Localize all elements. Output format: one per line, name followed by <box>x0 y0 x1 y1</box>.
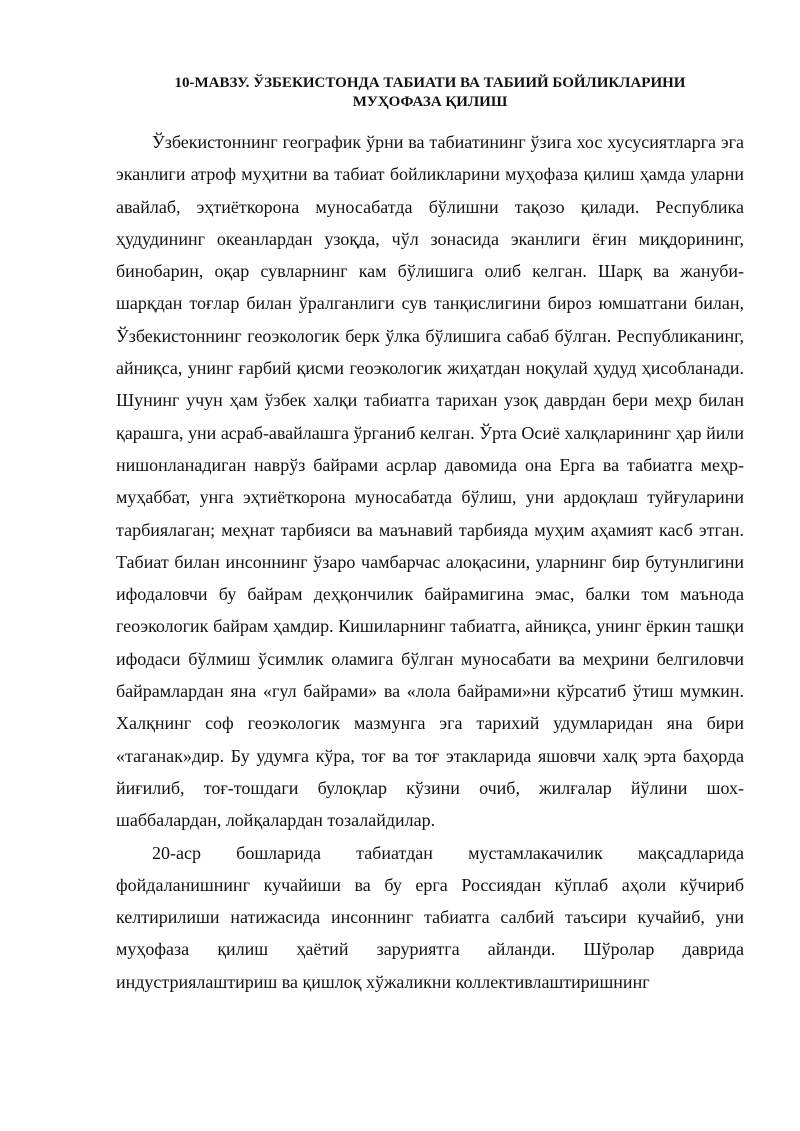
title-line-2: МУҲОФАЗА ҚИЛИШ <box>352 94 508 110</box>
paragraph-1: Ўзбекистоннинг географик ўрни ва табиатининг ўзига хос хусусиятларга эга эканлиги атроф муҳитни ва табиат бойликларини муҳофаза қилиш ҳамда уларни авайлаб, эҳтиёткорона муносабатда бўлишни тақозо қилади. Республика ҳудудининг океанлардан узоқда, чўл зонасида эканлиги ёғин миқдорининг, бинобарин, оқар сувларнинг кам бўлишига олиб келган. Шарқ ва жануби-шарқдан тоғлар билан ўралганлиги сув танқислигини бироз юмшатгани билан, Ўзбекистоннинг геоэкологик берк ўлка бўлишига сабаб бўлган. Республиканинг, айниқса, унинг ғарбий қисми геоэкологик жиҳатдан ноқулай ҳудуд ҳисобланади. Шунинг учун ҳам ўзбек халқи табиатга тарихан узоқ даврдан бери меҳр билан қарашга, уни асраб-авайлашга ўрганиб келган. Ўрта Осиё халқларининг ҳар йили нишонланадиган наврўз байрами асрлар давомида она Ерга ва табиатга меҳр-муҳаббат, унга эҳтиёткорона муносабатда бўлиш, уни ардоқлаш туйғуларини тарбиялаган; меҳнат тарбияси ва маънавий тарбияда муҳим аҳамият касб этган. Табиат билан инсоннинг ўзаро чамбарчас алоқасини, уларнинг бир бутунлигини ифодаловчи бу байрам деҳқончилик байрамигина эмас, балки том маънода геоэкологик байрам ҳамдир. Кишиларнинг табиатга, айниқса, унинг ёркин ташқи ифодаси бўлмиш ўсимлик оламига бўлган муносабати ва меҳрини белгиловчи байрамлардан яна «гул байрами» ва «лола байрами»ни кўрсатиб ўтиш мумкин. Халқнинг соф геоэкологик мазмунга эга тарихий удумларидан яна бири «таганак»дир. Бу удумга кўра, тоғ ва тоғ этакларида яшовчи халқ эрта баҳорда йиғилиб, тоғ-тошдаги булоқлар кўзини очиб, жилғалар йўлини шох-шаббалардан, лойқалардан тозалайдилар. <box>116 132 744 831</box>
document-title <box>116 74 744 112</box>
paragraph-2: 20-аср бошларида табиатдан мустамлакачилик мақсадларида фойдаланишнинг кучайиши ва бу ерга Россиядан кўплаб аҳоли кўчириб келтирилиши натижасида инсоннинг табиатга салбий таъсири кучайиб, уни муҳофаза қилиш ҳаётий заруриятга айланди. Шўролар даврида индустриялаштириш ва қишлоқ хўжаликни коллективлаштиришнинг <box>116 842 744 992</box>
title-line-1: 10-МАВЗУ. ЎЗБЕКИСТОНДА ТАБИАТИ ВА ТАБИИЙ БОЙЛИКЛАРИНИ <box>174 75 686 91</box>
document-page <box>116 74 744 998</box>
